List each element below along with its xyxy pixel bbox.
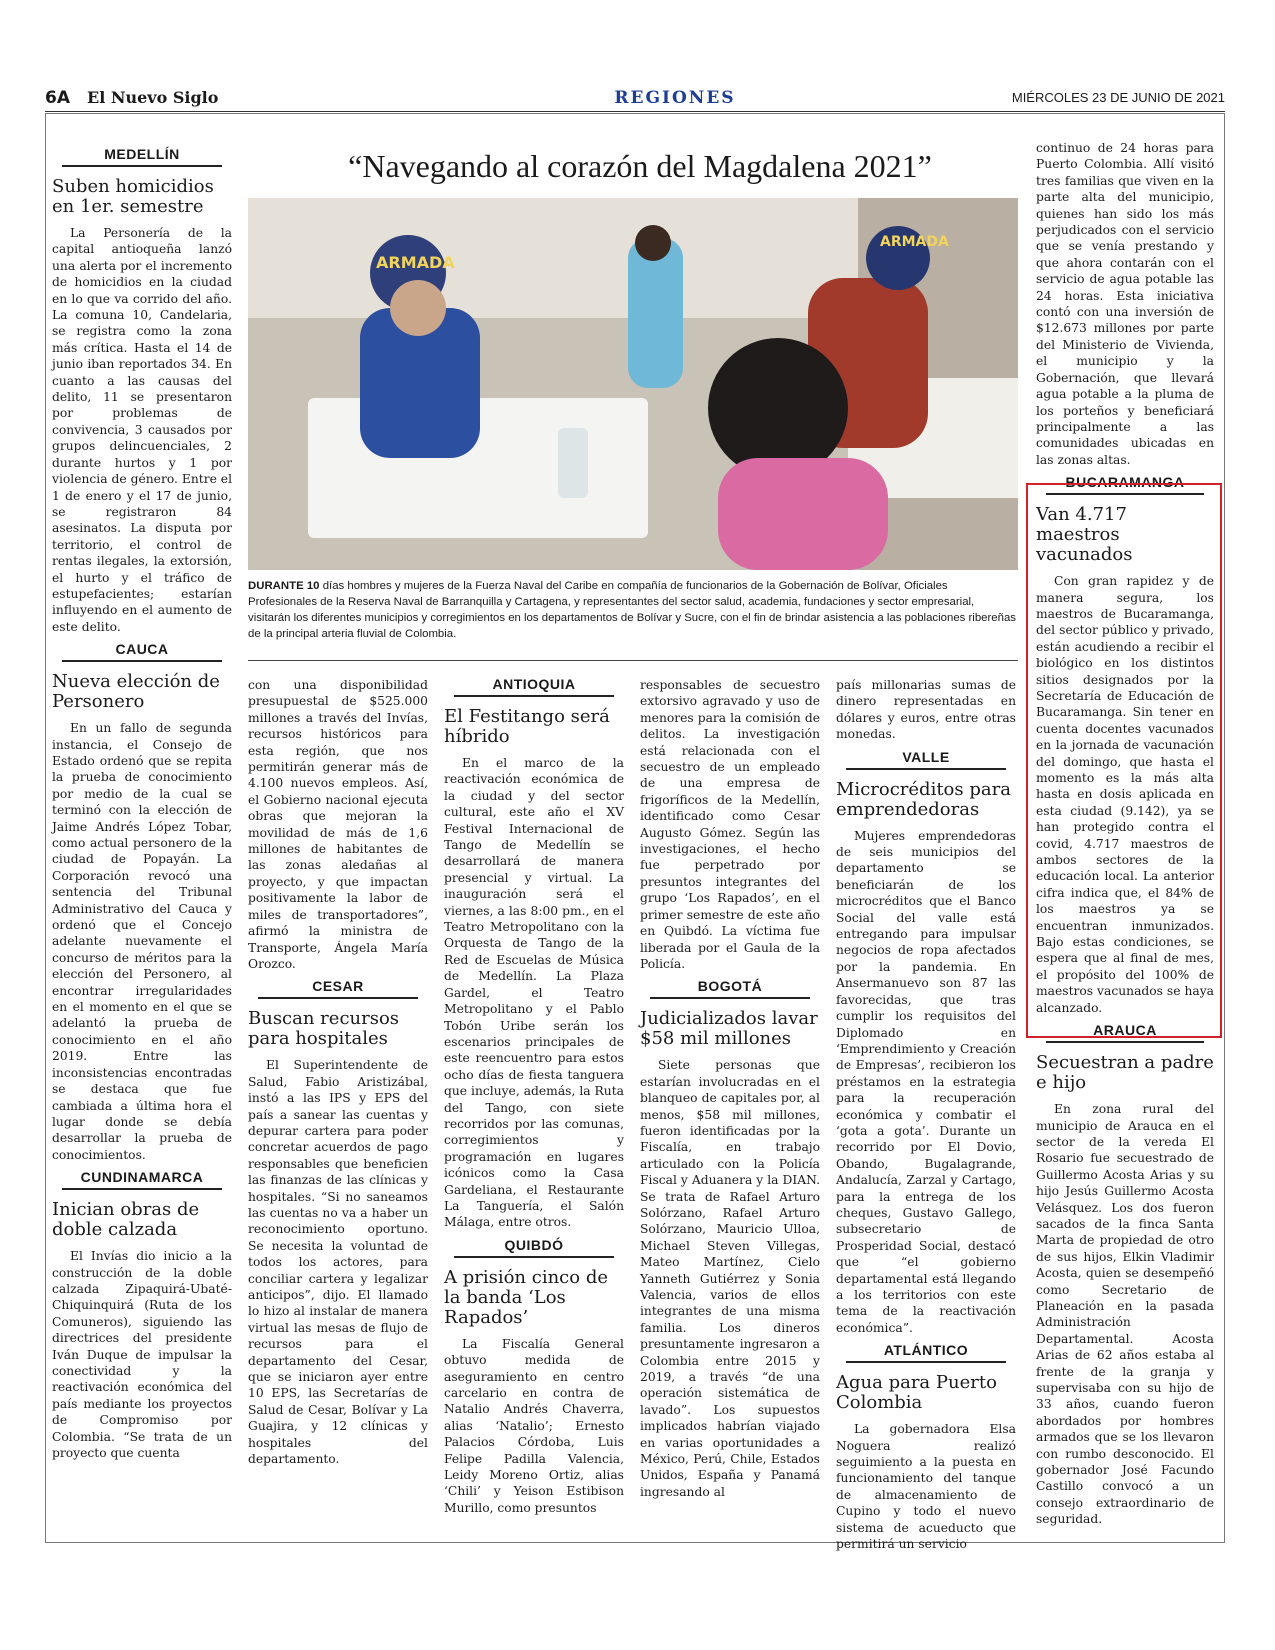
section-tag: BOGOTÁ xyxy=(650,978,810,999)
caption-text: días hombres y mujeres de la Fuerza Naval del Caribe en compañía de funcionarios de la Gobernación de Bolívar, Oficiales Profesionales de la Reserva Naval de Barranquilla y Cartagena, y representantes del sector salud, academia, fundaciones y sector empresarial, visitarán los diferentes municipios y corregimientos en los departamentos de Bolívar y Sucre, con el fin de brindar asistencia a las poblaciones ribereñas de la principal arteria fluvial de Colombia. xyxy=(248,580,1017,640)
article-headline: Buscan recursos para hospitales xyxy=(248,1008,400,1050)
article-body: En un fallo de segunda instancia, el Consejo de Estado ordenó que se repita la prueba de conocimiento por medio de la cual se terminó con la elección de Jaime Andrés López Tobar, como actual personero de la ciudad de Popayán. La Corporación revocó una sentencia del Tribunal Administrativo del Cauca y ordenó que el Concejo adelante nuevamente el concurso de méritos para la elección del Personero, al encontrar irregularidades en el momento en el que se adelantó la prueba de conocimiento en el año 2019. Entre las inconsistencias encontradas se destaca que fue cambiada a última hora el lugar donde se debía desarrollar la prueba de conocimientos. xyxy=(52,721,232,1162)
article xyxy=(52,146,232,635)
caption-rule xyxy=(248,660,1018,661)
article-body: El Superintendente de Salud, Fabio Aristizábal, instó a las IPS y EPS del país a sanear las cuentas y depurar cartera para poder concretar acuerdos de pago responsables que beneficien las finanzas de las clínicas y hospitales. “Si no saneamos las cuentas no va a haber un reconocimiento oportuno. Se necesita la voluntad de todos los actores, para conciliar cartera y legalizar anticipos”, dijo. El llamado lo hizo al instalar de manera virtual las mesas de flujo de recursos para el departamento del Cesar, que se iniciaron ayer entre 10 EPS, las Secretarías de Salud de Cesar, Bolívar y La Guajira, y 12 clínicas y hospitales del departamento. xyxy=(248,1058,428,1467)
article xyxy=(836,677,1016,743)
article-headline: Inician obras de doble calzada xyxy=(52,1199,200,1241)
article xyxy=(1036,1022,1214,1528)
photo-caption xyxy=(248,578,1018,642)
column-2 xyxy=(248,677,428,1537)
page-header xyxy=(45,88,1225,110)
section-tag: CUNDINAMARCA xyxy=(62,1169,222,1190)
article-body: Mujeres emprendedoras de seis municipios del departamento se beneficiarán de los microcréditos que el Banco Social del valle está entregando para impulsar negocios de ropa afectados por la pandemia. En Ansermanuevo son 87 las favorecidas, que tras cumplir los requisitos del Diplomado en ‘Emprendimiento y Creación de Empresas’, recibieron los préstamos en la estrategia para la recuperación económica y combatir el ‘gota a gota’. Durante un recorrido por El Dovio, Obando, Bugalagrande, Andalucía, Zarzal y Cartago, para la entrega de los cheques, Gustavo Gallego, subsecretario de Prosperidad Social, destacó que “el gobierno departamental está llegando a los territorios con este tema de la reactivación económica”. xyxy=(836,828,1016,1335)
article-body: En el marco de la reactivación económica de la ciudad y del sector cultural, este año el XV Festival Internacional de Tango de Medellín se desarrollará de manera presencial y virtual. La inauguración será el viernes, a las 8:00 pm., en el Teatro Metropolitano con la Orquesta de Tango de la Red de Escuelas de Música de Medellín. La Plaza Gardel, el Teatro Metropolitano y el Pablo Tobón Uribe serán los escenarios principales de este reencuentro para estos ocho días de fiesta tanguera que incluye, además, la Ruta del Tango, con siete recorridos por las comunas, corregimientos y programación en lugares icónicos como la Casa Gardeliana, el Restaurante La Tanguería, el Salón Málaga, entre otros. xyxy=(444,756,624,1230)
article-body: La Fiscalía General obtuvo medida de aseguramiento en centro carcelario en contra de Natalio Andrés Chaverra, alias ‘Natalio’; Ernesto Palacios Córdoba, Luis Felipe Padilla Valencia, Leidy Moreno Ortiz, alias ‘Chili’ y Yeison Estibison Murillo, como presuntos xyxy=(444,1336,624,1515)
article-body: Con gran rapidez y de manera segura, los maestros de Bucaramanga, del sector público y privado, están acudiendo a recibir el biológico en los distintos sitios designados por la Secretaría de Educación de Bucaramanga. Sin tener en cuenta docentes vacunados en la jornada de vacunación del domingo, que hasta el momento es la más alta hasta en dosis aplicada en esta ciudad (9.142), ya se han protegido contra el covid, 4.717 maestros de ambos sectores de la educación local. La anterior cifra indica que, el 84% de los maestros ya se encuentran inmunizados. Bajo estas condiciones, se espera que al final de mes, el propósito del 100% de maestros vacunados se haya alcanzado. xyxy=(1036,574,1214,1015)
section-tag: ATLÁNTICO xyxy=(846,1342,1006,1363)
article-body: país millonarias sumas de dinero representadas en dólares y euros, entre otras monedas. xyxy=(836,678,1016,742)
article-body: En zona rural del municipio de Arauca en el sector de la vereda El Rosario fue secuestrado de Guillermo Acosta Arias y su hijo Jesús Guillermo Acosta Velásquez. Los dos fueron sacados de la finca Santa Marta de propiedad de otro de sus hijos, Elkin Vladimir Acosta, quien se desempeñó como Secretario de Planeación en la pasada Administración Departamental. Acosta Arias de 62 años estaba al frente de la granja y supervisaba con su hijo de 33 años, cuando fueron abordados por hombres armados que se los llevaron con rumbo desconocido. El gobernador José Facundo Castillo convocó a un consejo extraordinario de seguridad. xyxy=(1036,1102,1214,1527)
section-tag: VALLE xyxy=(846,749,1006,770)
photo-cap-text-2: ARMADA xyxy=(880,234,949,250)
section-tag: CAUCA xyxy=(62,641,222,662)
section-name: REGIONES xyxy=(614,88,736,108)
column-5 xyxy=(836,677,1016,1552)
column-3 xyxy=(444,670,624,1537)
article xyxy=(836,1342,1016,1552)
column-4 xyxy=(640,677,820,1537)
article xyxy=(836,749,1016,1337)
section-tag: ARAUCA xyxy=(1046,1022,1204,1043)
article-body: Siete personas que estarían involucradas en el blanqueo de capitales por, al menos, $58 mil millones, fueron identificadas por la Fiscalía, en trabajo articulado con la Policía Fiscal y Aduanera y la DIAN. Se trata de Rafael Arturo Solórzano, Rafael Arturo Solórzano, Mauricio Ulloa, Michael Steven Villegas, Mateo Martínez, Cielo Yanneth Gutiérrez y Sonia Valencia, varios de ellos integrantes de una misma familia. Los dineros presuntamente ingresaron a Colombia entre 2015 y 2019, a través “de una operación sistemática de lavado”. Los supuestos implicados habrían viajado en varias oportunidades a México, Perú, Chile, Estados Unidos, España y Panamá ingresando al xyxy=(640,1058,820,1499)
article xyxy=(248,978,428,1467)
issue-date: MIÉRCOLES 23 DE JUNIO DE 2021 xyxy=(1011,90,1225,105)
article-body: La gobernadora Elsa Noguera realizó seguimiento a la puesta en funcionamiento del tanque de almacenamiento de Cupino y todo el nuevo sistema de acueducto que permitirá un servicio xyxy=(836,1422,1016,1552)
highlight-box xyxy=(1026,483,1222,1038)
section-tag: MEDELLÍN xyxy=(62,146,222,167)
page-number: 6A xyxy=(45,88,70,108)
article-body: continuo de 24 horas para Puerto Colombia. Allí visitó tres familias que viven en la parte alta del municipio, quienes han sido los más perjudicados con el servicio que se venía prestando y que ahora contarán con el servicio de agua potable las 24 horas. Esta iniciativa contó con una inversión de $12.673 millones por parte del Ministerio de Vivienda, el municipio y la Gobernación, que llevará agua potable a la pluma de los porteños y beneficiará principalmente a las comunidades ubicadas en las zonas altas. xyxy=(1036,141,1214,467)
article-headline: Nueva elección de Personero xyxy=(52,671,220,713)
photo-cap-text: ARMADA xyxy=(376,253,455,272)
article-headline: A prisión cinco de la banda ‘Los Rapados’ xyxy=(444,1266,608,1328)
article xyxy=(52,1169,232,1461)
article-body: responsables de secuestro extorsivo agravado y uso de menores para la comisión de delitos. La investigación está relacionada con el secuestro de un empleado de una empresa de frigoríficos de la Medellín, identificado como Cesar Augusto Gómez. Según las investigaciones, el hecho fue perpetrado por presuntos integrantes del grupo ‘Los Rapados’, en el primer semestre de este año en Quibdó. La víctima fue liberada por el Gaula de la Policía. xyxy=(640,678,820,971)
article xyxy=(52,641,232,1163)
column-1 xyxy=(52,140,232,1540)
article-headline: Microcréditos para emprendedoras xyxy=(836,778,1011,820)
section-tag: ANTIOQUIA xyxy=(454,676,614,697)
article-headline: Suben homicidios en 1er. semestre xyxy=(52,176,214,217)
feature-photo xyxy=(248,198,1018,570)
newspaper-name: El Nuevo Siglo xyxy=(87,88,219,107)
article xyxy=(1036,140,1214,468)
article-headline: Judicializados lavar $58 mil millones xyxy=(640,1008,818,1050)
caption-lead: DURANTE 10 xyxy=(248,580,320,592)
article-headline: Secuestran a padre e hijo xyxy=(1036,1052,1214,1094)
article-body: con una disponibilidad presupuestal de $525.000 millones a través del Invías, recursos históricos para esta región, que nos permitirán generar más de 4.100 nuevos empleos. Así, el Gobierno nacional ejecuta obras que mejoran la movilidad de más de 1,6 millones de habitantes de las zonas aledañas al proyecto, y que impactan positivamente la labor de miles de transportadores”, afirmó la ministra de Transporte, Ángela María Orozco. xyxy=(248,678,428,971)
feature-title: “Navegando al corazón del Magdalena 2021” xyxy=(348,148,932,184)
section-tag: CESAR xyxy=(258,978,418,999)
article-headline: Van 4.717 maestros vacunados xyxy=(1036,504,1133,566)
header-rule xyxy=(45,111,1225,112)
article xyxy=(444,1237,624,1516)
section-tag: BUCARAMANGA xyxy=(1046,474,1204,495)
article-headline: El Festitango será híbrido xyxy=(444,706,610,747)
article-body: El Invías dio inicio a la construcción de la doble calzada Zipaquirá-Ubaté-Chiquinquirá (Ruta de los Comuneros), siguiendo las directrices del presidente Iván Duque de impulsar la conectividad y la reactivación económica del país mediante los proyectos de Compromiso por Colombia. “Se trata de un proyecto que cuenta xyxy=(52,1249,232,1460)
article xyxy=(248,677,428,972)
article xyxy=(444,676,624,1231)
article-body: La Personería de la capital antioqueña lanzó una alerta por el incremento de homicidios en la ciudad en lo que va corrido del año. La comuna 10, Candelaria, se registra como la zona más crítica. Hasta el 14 de junio iban reportados 34. En cuanto a las causas del delito, 11 se presentaron por problemas de convivencia, 3 causados por grupos delincuenciales, 2 durante hurtos y 1 por violencia de género. Entre el 1 de enero y el 17 de junio, se registraron 84 asesinatos. La disputa por territorio, el control de rentas ilegales, la extorsión, el hurto y el tráfico de estupefacientes; estarían influyendo en el aumento de este delito. xyxy=(52,226,232,634)
article-headline: Agua para Puerto Colombia xyxy=(836,1372,997,1414)
article xyxy=(640,978,820,1500)
article xyxy=(640,677,820,972)
section-tag: QUIBDÓ xyxy=(454,1237,614,1258)
